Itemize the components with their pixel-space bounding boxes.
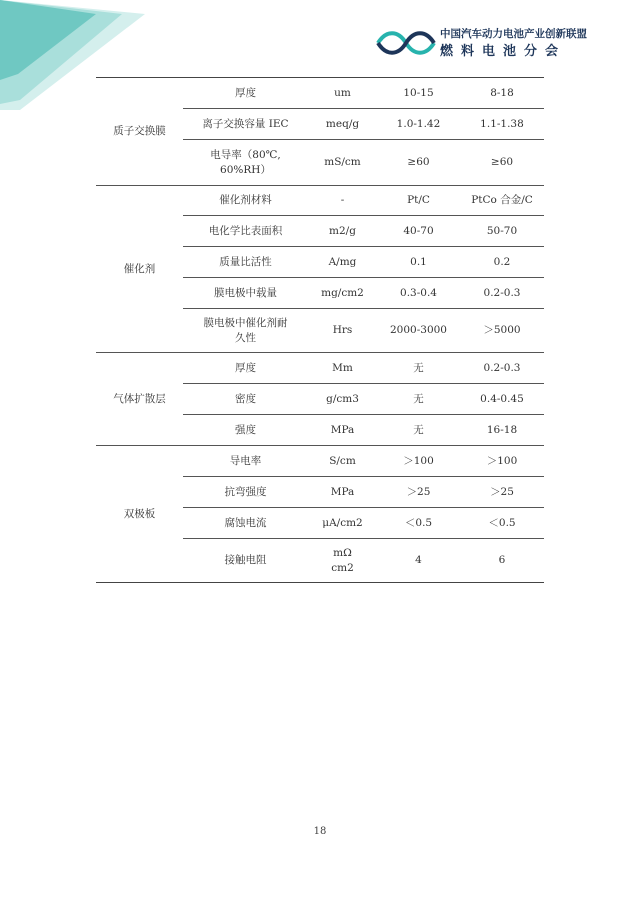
param-cell [183,309,308,353]
value-cell: 0.2-0.3 [460,278,544,309]
param-line: 60%RH） [220,163,271,176]
param-cell: 厚度 [183,353,308,384]
param-cell: 导电率 [183,446,308,477]
param-cell: 离子交换容量 IEC [183,109,308,140]
unit-cell: m2/g [308,216,377,247]
unit-cell: MPa [308,477,377,508]
value-cell: 8-18 [460,78,544,109]
table-row [96,186,544,216]
param-line: 久性 [235,331,256,344]
value-cell: 2000-3000 [377,309,460,353]
value-cell: ＞5000 [460,309,544,353]
unit-cell: Mm [308,353,377,384]
group-label: 催化剂 [96,186,183,353]
value-cell: 1.1-1.38 [460,109,544,140]
value-cell: 无 [377,353,460,384]
param-cell: 电化学比表面积 [183,216,308,247]
value-cell: Pt/C [377,186,460,216]
value-cell: 0.2-0.3 [460,353,544,384]
group-label: 气体扩散层 [96,353,183,446]
value-cell: 4 [377,539,460,583]
value-cell: 1.0-1.42 [377,109,460,140]
value-cell: ≥60 [377,140,460,186]
value-cell: 16-18 [460,415,544,446]
unit-cell [308,539,377,583]
logo-mark-icon [376,28,436,58]
param-cell: 密度 [183,384,308,415]
param-cell [183,140,308,186]
value-cell: 10-15 [377,78,460,109]
param-cell: 质量比活性 [183,247,308,278]
value-cell: 无 [377,384,460,415]
value-cell: 0.3-0.4 [377,278,460,309]
param-cell: 强度 [183,415,308,446]
page-number: 18 [313,826,327,837]
unit-cell: μA/cm2 [308,508,377,539]
param-cell: 催化剂材料 [183,186,308,216]
table-row [96,446,544,477]
value-cell: ＞100 [377,446,460,477]
value-cell: ＞100 [460,446,544,477]
value-cell: 0.2 [460,247,544,278]
value-cell: 0.4-0.45 [460,384,544,415]
unit-cell: A/mg [308,247,377,278]
value-cell: ＜0.5 [460,508,544,539]
param-cell: 腐蚀电流 [183,508,308,539]
value-cell: 6 [460,539,544,583]
unit-cell: - [308,186,377,216]
group-label: 质子交换膜 [96,78,183,186]
param-line: 膜电极中催化剂耐 [203,316,288,329]
value-cell: ＞25 [377,477,460,508]
param-line: 电导率（80℃, [210,148,281,161]
value-cell: 40-70 [377,216,460,247]
unit-cell: mg/cm2 [308,278,377,309]
branch-name: 燃料电池分会 [440,44,567,59]
unit-cell: g/cm3 [308,384,377,415]
unit-cell: meq/g [308,109,377,140]
param-cell: 厚度 [183,78,308,109]
param-cell: 膜电极中载量 [183,278,308,309]
spec-table [96,77,544,583]
table-row [96,78,544,109]
group-label: 双极板 [96,446,183,583]
value-cell: 无 [377,415,460,446]
value-cell: ＞25 [460,477,544,508]
value-cell: 50-70 [460,216,544,247]
unit-cell: Hrs [308,309,377,353]
unit-cell: um [308,78,377,109]
unit-cell: mS/cm [308,140,377,186]
unit-line: mΩ [333,546,352,559]
unit-cell: MPa [308,415,377,446]
value-cell: 0.1 [377,247,460,278]
value-cell: ≥60 [460,140,544,186]
organization-logo [376,26,626,62]
param-cell: 抗弯强度 [183,477,308,508]
unit-line: cm2 [331,561,354,574]
org-name: 中国汽车动力电池产业创新联盟 [440,28,587,40]
table-row [96,353,544,384]
value-cell: PtCo 合金/C [460,186,544,216]
unit-cell: S/cm [308,446,377,477]
param-cell: 接触电阻 [183,539,308,583]
value-cell: ＜0.5 [377,508,460,539]
